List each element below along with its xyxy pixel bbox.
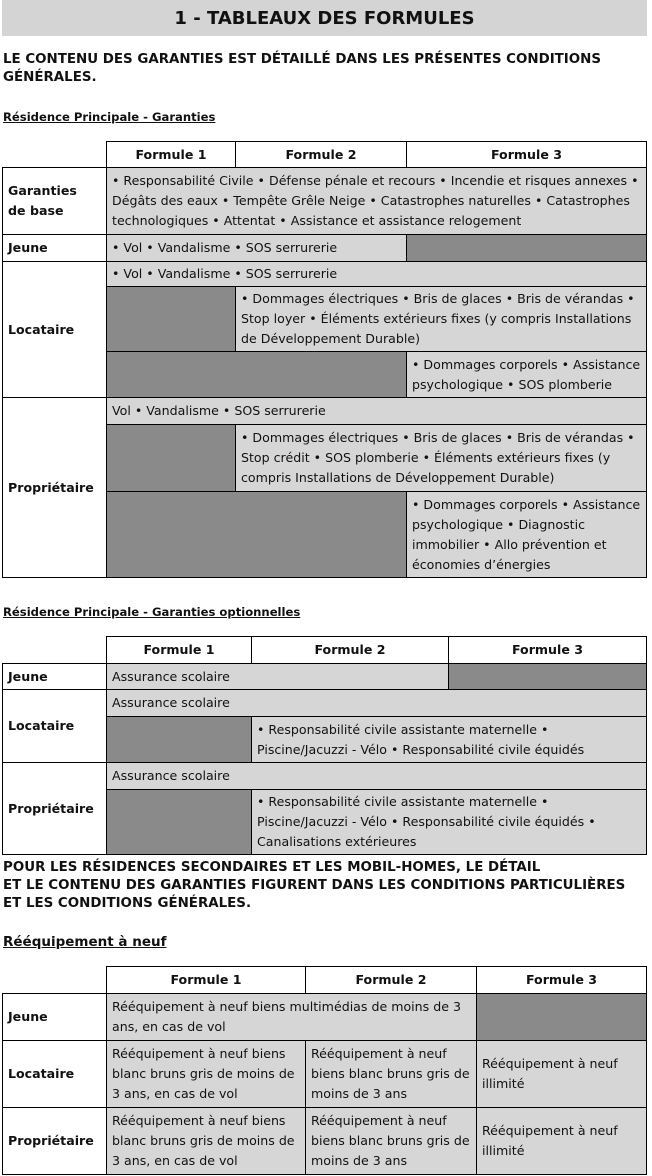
cell-jeune-f3-empty xyxy=(449,664,647,690)
cell-locataire-f1: Rééquipement à neuf biens blanc bruns gris de moins de 3 ans, en cas de vol xyxy=(107,1041,306,1108)
corner-cell xyxy=(3,637,107,664)
cell-proprietaire-option-2: • Responsabilité civile assistante maternelle • Piscine/Jacuzzi - Vélo • Responsabilité civile équidés • Canalisations extérieures xyxy=(252,790,647,855)
header-formule-1: Formule 1 xyxy=(107,967,306,994)
row-locataire: Locataire xyxy=(3,262,107,398)
cell-locataire-f2: Rééquipement à neuf biens blanc bruns gris de moins de 3 ans xyxy=(306,1041,477,1108)
header-formule-2: Formule 2 xyxy=(252,637,449,664)
header-formule-1: Formule 1 xyxy=(107,142,236,168)
cell-locataire-f1-empty xyxy=(107,287,236,352)
secondary-residence-note: POUR LES RÉSIDENCES SECONDAIRES ET LES MOBIL-HOMES, LE DÉTAIL ET LE CONTENU DES GARANTIES FIGURENT DANS LES CONDITIONS PARTICULIÈRES ET LES CONDITIONS GÉNÉRALES. xyxy=(3,860,626,911)
cell-base-guarantees: • Responsabilité Civile • Défense pénale et recours • Incendie et risques annexes • Dégâts des eaux • Tempête Grêle Neige • Catastrophes naturelles • Catastrophes technologiques • Attentat • Assistance et assistance relogement xyxy=(107,168,647,235)
row-proprietaire: Propriétaire xyxy=(3,763,107,855)
cell-locataire-f1: • Vol • Vandalisme • SOS serrurerie xyxy=(107,262,647,287)
cell-jeune-f3-empty xyxy=(477,994,647,1041)
cell-proprietaire-option-1: Assurance scolaire xyxy=(107,763,647,790)
row-locataire: Locataire xyxy=(3,1041,107,1108)
cell-proprietaire-f1: Vol • Vandalisme • SOS serrurerie xyxy=(107,398,647,425)
cell-proprietaire-f2: • Dommages électriques • Bris de glaces • Bris de vérandas • Stop crédit • SOS plomberie • Éléments extérieurs fixes (y compris Installations de Développement Durable) xyxy=(236,425,647,492)
section-garanties-heading: Résidence Principale - Garanties xyxy=(3,110,216,124)
intro-note: LE CONTENU DES GARANTIES EST DÉTAILLÉ DANS LES PRÉSENTES CONDITIONS GÉNÉRALES. xyxy=(3,52,602,85)
cell-proprietaire-f3: Rééquipement à neuf illimité xyxy=(477,1108,647,1175)
row-jeune: Jeune xyxy=(3,664,107,690)
cell-jeune-f1-f2: • Vol • Vandalisme • SOS serrurerie xyxy=(107,235,407,262)
cell-locataire-f1-empty xyxy=(107,717,252,763)
cell-proprietaire-f3: • Dommages corporels • Assistance psychologique • Diagnostic immobilier • Allo prévention et économies d’énergies xyxy=(407,492,647,578)
row-locataire: Locataire xyxy=(3,690,107,763)
row-jeune: Jeune xyxy=(3,235,107,262)
corner-cell xyxy=(3,142,107,168)
header-formule-3: Formule 3 xyxy=(449,637,647,664)
cell-jeune-option: Assurance scolaire xyxy=(107,664,449,690)
cell-proprietaire-f1f2-empty xyxy=(107,492,407,578)
cell-locataire-f3: • Dommages corporels • Assistance psychologique • SOS plomberie xyxy=(407,352,647,398)
header-formule-2: Formule 2 xyxy=(306,967,477,994)
garanties-table xyxy=(2,141,647,578)
cell-locataire-f3: Rééquipement à neuf illimité xyxy=(477,1041,647,1108)
corner-cell xyxy=(3,967,107,994)
cell-proprietaire-f1-empty xyxy=(107,425,236,492)
page-title: 1 - TABLEAUX DES FORMULES xyxy=(2,0,647,36)
cell-locataire-f2: • Dommages électriques • Bris de glaces • Bris de vérandas • Stop loyer • Éléments extérieurs fixes (y compris Installations de Développement Durable) xyxy=(236,287,647,352)
cell-proprietaire-f1-empty xyxy=(107,790,252,855)
row-proprietaire: Propriétaire xyxy=(3,1108,107,1175)
row-proprietaire: Propriétaire xyxy=(3,398,107,578)
cell-jeune-f3-empty xyxy=(407,235,647,262)
cell-jeune-reequipement: Rééquipement à neuf biens multimédias de moins de 3 ans, en cas de vol xyxy=(107,994,477,1041)
header-formule-3: Formule 3 xyxy=(407,142,647,168)
section-reequipement-heading: Rééquipement à neuf xyxy=(3,934,167,950)
section-optionnelles-heading: Résidence Principale - Garanties optionnelles xyxy=(3,605,301,619)
cell-locataire-option-1: Assurance scolaire xyxy=(107,690,647,717)
cell-locataire-option-2: • Responsabilité civile assistante maternelle • Piscine/Jacuzzi - Vélo • Responsabilité civile équidés xyxy=(252,717,647,763)
cell-locataire-f1f2-empty xyxy=(107,352,407,398)
header-formule-1: Formule 1 xyxy=(107,637,252,664)
row-garanties-base: Garanties de base xyxy=(3,168,107,235)
row-jeune: Jeune xyxy=(3,994,107,1041)
optionnelles-table xyxy=(2,636,647,855)
header-formule-2: Formule 2 xyxy=(236,142,407,168)
cell-proprietaire-f2: Rééquipement à neuf biens blanc bruns gris de moins de 3 ans xyxy=(306,1108,477,1175)
cell-proprietaire-f1: Rééquipement à neuf biens blanc bruns gris de moins de 3 ans, en cas de vol xyxy=(107,1108,306,1175)
header-formule-3: Formule 3 xyxy=(477,967,647,994)
reequipement-table xyxy=(2,966,647,1175)
